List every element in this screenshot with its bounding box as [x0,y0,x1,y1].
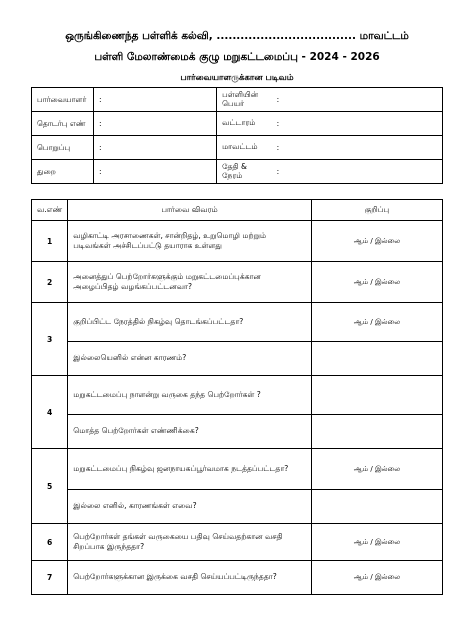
department-field[interactable] [107,160,217,184]
table-row [32,449,443,490]
colon: : [94,160,107,184]
yes-no-option[interactable]: ஆம் / இல்லை [311,524,442,561]
yes-no-option[interactable]: ஆம் / இல்லை [311,303,442,342]
col-header-serial: வ.எண் [32,200,68,221]
datetime-label-2: நேரம் [222,170,243,180]
colon: : [272,160,285,184]
school-name-label-2: பெயர் [222,98,245,108]
school-name-label-1: பள்ளியின் [222,89,259,99]
row-item: அனைத்துப் பெற்றோர்களுக்கும் மறுகட்டமைப்புக்கான அழைப்பிதழ் வழங்கப்பட்டனவா? [68,262,311,303]
table-row [32,561,443,595]
remarks-field[interactable] [311,415,442,449]
row-number: 1 [32,221,68,262]
contact-label: தொடர்பு எண் [32,112,94,136]
remarks-field[interactable] [311,490,442,524]
row-item: வழிகாட்டி அரசாணைகள், சான்றிதழ், உறுமொழி மற்றும் படிவங்கள் அச்சிடப்பட்டு தயாராக உள்ளது [68,221,311,262]
form-subtitle: பார்வையாளருக்கான படிவம் [180,73,294,83]
department-label: துறை [32,160,94,184]
row-item: குறிப்பிட்ட நேரத்தில் நிகழ்வு தொடங்கப்பட்டதா? [68,303,311,342]
contact-field[interactable] [107,112,217,136]
table-row [32,221,443,262]
form-title: பள்ளி மேலாண்மைக் குழு மறுகட்டமைப்பு - 2024 - 2026 [94,51,380,63]
table-row [32,376,443,415]
row-number: 2 [32,262,68,303]
table-row [32,262,443,303]
district-title: ஒருங்கிணைந்த பள்ளிக் கல்வி, ................................... மாவட்டம் [65,30,409,42]
remarks-field[interactable] [311,342,442,376]
observation-table [31,199,443,595]
block-field[interactable] [284,112,442,136]
row-number: 3 [32,303,68,376]
colon: : [94,88,107,112]
school-name-field[interactable] [284,88,442,112]
colon: : [272,112,285,136]
row-item: இல்லை எனில், காரணங்கள் எவை? [68,490,311,524]
row-item: பெற்றோர்களுக்கான இருக்கை வசதி செய்யப்பட்டிருந்ததா? [68,561,311,595]
row-item: மொத்த பெற்றோர்கள் எண்ணிக்கை? [68,415,311,449]
designation-label: பொறுப்பு [32,136,94,160]
row-item: மறுகட்டமைப்பு நிகழ்வு ஜனநாயகப்பூர்வமாக நடத்தப்பட்டதா? [68,449,311,490]
colon: : [94,136,107,160]
observer-info-table [31,87,443,184]
colon: : [272,136,285,160]
col-header-details: பார்வை விவரம் [68,200,311,221]
row-item: இல்லையெனில் என்ன காரணம்? [68,342,311,376]
row-item: மறுகட்டமைப்பு நாளன்று வருகை தந்த பெற்றோர்கள் ? [68,376,311,415]
row-number: 5 [32,449,68,524]
col-header-remarks: குறிப்பு [311,200,442,221]
block-label: வட்டாரம் [217,112,272,136]
colon: : [94,112,107,136]
table-row [32,303,443,342]
yes-no-option[interactable]: ஆம் / இல்லை [311,262,442,303]
datetime-label [217,160,272,184]
observer-label: பார்வையாளர் [32,88,94,112]
table-row [32,490,443,524]
table-row [32,524,443,561]
yes-no-option[interactable]: ஆம் / இல்லை [311,449,442,490]
designation-field[interactable] [107,136,217,160]
yes-no-option[interactable]: ஆம் / இல்லை [311,561,442,595]
school-name-label [217,88,272,112]
yes-no-option[interactable]: ஆம் / இல்லை [311,221,442,262]
datetime-field[interactable] [284,160,442,184]
row-number: 6 [32,524,68,561]
observer-field[interactable] [107,88,217,112]
colon: : [272,88,285,112]
remarks-field[interactable] [311,376,442,415]
table-row [32,415,443,449]
table-row [32,342,443,376]
row-item: பெற்றோர்கள் தங்கள் வருகையை பதிவு செய்வதற்கான வசதி சிறப்பாக இருந்ததா? [68,524,311,561]
row-number: 7 [32,561,68,595]
district-label: மாவட்டம் [217,136,272,160]
row-number: 4 [32,376,68,449]
datetime-label-1: தேதி & [222,161,247,171]
district-field[interactable] [284,136,442,160]
